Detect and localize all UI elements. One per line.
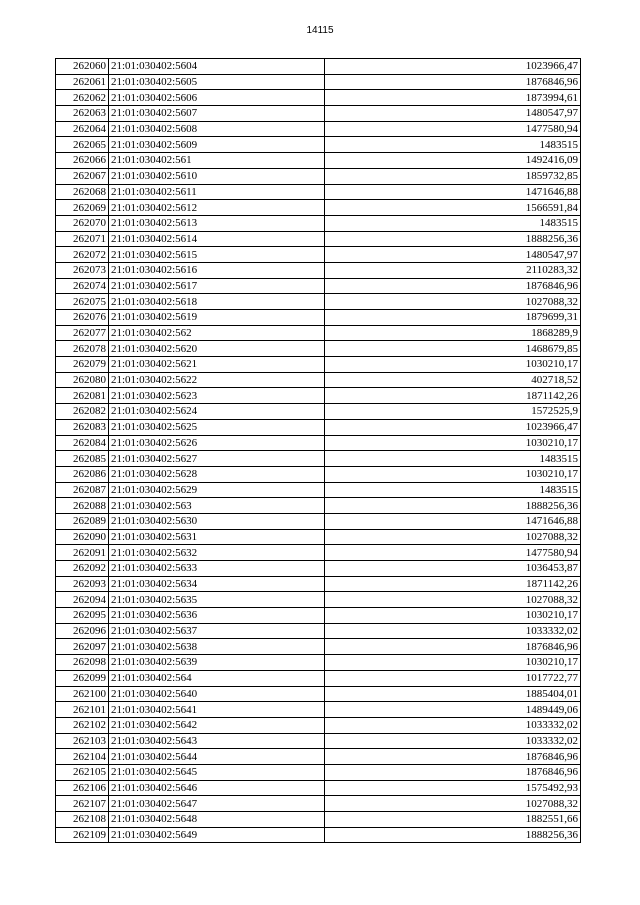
cadastral-value-cell: 1480547,97 <box>325 247 581 263</box>
row-number-cell: 262086 <box>56 466 109 482</box>
cadastral-value-cell: 1036453,87 <box>325 561 581 577</box>
row-number-cell: 262068 <box>56 184 109 200</box>
cadastral-value-cell: 1873994,61 <box>325 90 581 106</box>
table-row <box>56 702 581 718</box>
page-number: 14115 <box>306 25 334 36</box>
table-row <box>56 796 581 812</box>
cadastral-value-cell: 1030210,17 <box>325 435 581 451</box>
cadastral-value-cell: 1030210,17 <box>325 608 581 624</box>
cadastral-value-cell: 1871142,26 <box>325 576 581 592</box>
row-number-cell: 262103 <box>56 733 109 749</box>
row-number-cell: 262104 <box>56 749 109 765</box>
row-number-cell: 262062 <box>56 90 109 106</box>
table-row <box>56 686 581 702</box>
row-number-cell: 262094 <box>56 592 109 608</box>
table-row <box>56 592 581 608</box>
row-number-cell: 262106 <box>56 780 109 796</box>
row-number-cell: 262109 <box>56 827 109 843</box>
table-row <box>56 231 581 247</box>
cadastral-value-cell: 1023966,47 <box>325 59 581 75</box>
cadastral-number-cell: 21:01:030402:5640 <box>109 686 325 702</box>
table-row <box>56 513 581 529</box>
table-row <box>56 341 581 357</box>
row-number-cell: 262093 <box>56 576 109 592</box>
cadastral-value-cell: 1566591,84 <box>325 200 581 216</box>
row-number-cell: 262091 <box>56 545 109 561</box>
row-number-cell: 262107 <box>56 796 109 812</box>
table-row <box>56 294 581 310</box>
cadastral-number-cell: 21:01:030402:5626 <box>109 435 325 451</box>
table-row <box>56 278 581 294</box>
table-row <box>56 466 581 482</box>
row-number-cell: 262070 <box>56 215 109 231</box>
cadastral-value-cell: 1876846,96 <box>325 639 581 655</box>
cadastral-number-cell: 21:01:030402:5614 <box>109 231 325 247</box>
cadastral-value-cell: 1572525,9 <box>325 404 581 420</box>
row-number-cell: 262071 <box>56 231 109 247</box>
table-row <box>56 561 581 577</box>
table-row <box>56 764 581 780</box>
row-number-cell: 262064 <box>56 121 109 137</box>
table-row <box>56 325 581 341</box>
cadastral-number-cell: 21:01:030402:5639 <box>109 655 325 671</box>
cadastral-value-cell: 1033332,02 <box>325 623 581 639</box>
cadastral-number-cell: 21:01:030402:5604 <box>109 59 325 75</box>
cadastral-number-cell: 21:01:030402:5612 <box>109 200 325 216</box>
cadastral-value-cell: 1876846,96 <box>325 749 581 765</box>
row-number-cell: 262088 <box>56 498 109 514</box>
cadastral-number-cell: 21:01:030402:5623 <box>109 388 325 404</box>
cadastral-value-cell: 1033332,02 <box>325 733 581 749</box>
cadastral-number-cell: 21:01:030402:5607 <box>109 106 325 122</box>
table-row <box>56 545 581 561</box>
table-row <box>56 482 581 498</box>
cadastral-value-cell: 1030210,17 <box>325 466 581 482</box>
cadastral-number-cell: 21:01:030402:5634 <box>109 576 325 592</box>
table-row <box>56 59 581 75</box>
cadastral-number-cell: 21:01:030402:5638 <box>109 639 325 655</box>
cadastral-number-cell: 21:01:030402:5610 <box>109 168 325 184</box>
cadastral-number-cell: 21:01:030402:5641 <box>109 702 325 718</box>
cadastral-value-cell: 1888256,36 <box>325 231 581 247</box>
cadastral-number-cell: 21:01:030402:563 <box>109 498 325 514</box>
table-row <box>56 121 581 137</box>
cadastral-number-cell: 21:01:030402:5613 <box>109 215 325 231</box>
table-row <box>56 137 581 153</box>
row-number-cell: 262082 <box>56 404 109 420</box>
cadastral-number-cell: 21:01:030402:5609 <box>109 137 325 153</box>
table-row <box>56 435 581 451</box>
cadastral-number-cell: 21:01:030402:5631 <box>109 529 325 545</box>
table-row <box>56 106 581 122</box>
row-number-cell: 262065 <box>56 137 109 153</box>
cadastral-value-cell: 1477580,94 <box>325 545 581 561</box>
table-body <box>56 59 581 843</box>
cadastral-value-cell: 1027088,32 <box>325 529 581 545</box>
cadastral-number-cell: 21:01:030402:5647 <box>109 796 325 812</box>
table-row <box>56 639 581 655</box>
table-row <box>56 247 581 263</box>
cadastral-number-cell: 21:01:030402:5636 <box>109 608 325 624</box>
cadastral-value-cell: 1033332,02 <box>325 717 581 733</box>
cadastral-number-cell: 21:01:030402:5621 <box>109 357 325 373</box>
cadastral-number-cell: 21:01:030402:5649 <box>109 827 325 843</box>
cadastral-number-cell: 21:01:030402:5645 <box>109 764 325 780</box>
cadastral-number-cell: 21:01:030402:5606 <box>109 90 325 106</box>
cadastral-number-cell: 21:01:030402:5642 <box>109 717 325 733</box>
table-row <box>56 576 581 592</box>
row-number-cell: 262074 <box>56 278 109 294</box>
table-row <box>56 780 581 796</box>
cadastral-number-cell: 21:01:030402:5637 <box>109 623 325 639</box>
cadastral-number-cell: 21:01:030402:5620 <box>109 341 325 357</box>
cadastral-number-cell: 21:01:030402:5622 <box>109 372 325 388</box>
cadastral-value-cell: 1471646,88 <box>325 513 581 529</box>
cadastral-number-cell: 21:01:030402:5611 <box>109 184 325 200</box>
table-row <box>56 733 581 749</box>
table-row <box>56 827 581 843</box>
cadastral-number-cell: 21:01:030402:5629 <box>109 482 325 498</box>
cadastral-value-cell: 1483515 <box>325 215 581 231</box>
cadastral-value-cell: 1888256,36 <box>325 498 581 514</box>
table-row <box>56 310 581 326</box>
row-number-cell: 262108 <box>56 812 109 828</box>
cadastral-number-cell: 21:01:030402:5628 <box>109 466 325 482</box>
cadastral-value-cell: 1575492,93 <box>325 780 581 796</box>
cadastral-value-cell: 1027088,32 <box>325 796 581 812</box>
cadastral-number-cell: 21:01:030402:5618 <box>109 294 325 310</box>
cadastral-value-cell: 1023966,47 <box>325 419 581 435</box>
row-number-cell: 262083 <box>56 419 109 435</box>
table-row <box>56 372 581 388</box>
table-row <box>56 608 581 624</box>
cadastral-value-cell: 1489449,06 <box>325 702 581 718</box>
table-row <box>56 184 581 200</box>
table-row <box>56 812 581 828</box>
cadastral-value-cell: 1477580,94 <box>325 121 581 137</box>
cadastral-number-cell: 21:01:030402:5627 <box>109 451 325 467</box>
row-number-cell: 262076 <box>56 310 109 326</box>
cadastral-value-cell: 1030210,17 <box>325 655 581 671</box>
row-number-cell: 262092 <box>56 561 109 577</box>
table-row <box>56 215 581 231</box>
cadastral-value-cell: 1888256,36 <box>325 827 581 843</box>
table-row <box>56 388 581 404</box>
cadastral-number-cell: 21:01:030402:5632 <box>109 545 325 561</box>
row-number-cell: 262102 <box>56 717 109 733</box>
table-row <box>56 655 581 671</box>
table-row <box>56 529 581 545</box>
row-number-cell: 262066 <box>56 153 109 169</box>
table-row <box>56 498 581 514</box>
cadastral-value-cell: 1483515 <box>325 137 581 153</box>
row-number-cell: 262099 <box>56 670 109 686</box>
cadastral-value-cell: 1868289,9 <box>325 325 581 341</box>
row-number-cell: 262081 <box>56 388 109 404</box>
cadastral-value-cell: 1492416,09 <box>325 153 581 169</box>
table-row <box>56 90 581 106</box>
row-number-cell: 262061 <box>56 74 109 90</box>
table-row <box>56 749 581 765</box>
cadastral-value-cell: 1879699,31 <box>325 310 581 326</box>
cadastral-value-table <box>55 58 581 843</box>
table-row <box>56 262 581 278</box>
row-number-cell: 262097 <box>56 639 109 655</box>
row-number-cell: 262090 <box>56 529 109 545</box>
table-row <box>56 153 581 169</box>
cadastral-value-cell: 2110283,32 <box>325 262 581 278</box>
row-number-cell: 262080 <box>56 372 109 388</box>
cadastral-value-cell: 1027088,32 <box>325 294 581 310</box>
cadastral-number-cell: 21:01:030402:5608 <box>109 121 325 137</box>
cadastral-number-cell: 21:01:030402:5605 <box>109 74 325 90</box>
cadastral-value-cell: 1483515 <box>325 482 581 498</box>
row-number-cell: 262098 <box>56 655 109 671</box>
row-number-cell: 262078 <box>56 341 109 357</box>
row-number-cell: 262105 <box>56 764 109 780</box>
cadastral-number-cell: 21:01:030402:5615 <box>109 247 325 263</box>
row-number-cell: 262079 <box>56 357 109 373</box>
cadastral-number-cell: 21:01:030402:562 <box>109 325 325 341</box>
cadastral-number-cell: 21:01:030402:5643 <box>109 733 325 749</box>
cadastral-value-cell: 1471646,88 <box>325 184 581 200</box>
cadastral-value-cell: 1876846,96 <box>325 764 581 780</box>
cadastral-value-cell: 1468679,85 <box>325 341 581 357</box>
table-row <box>56 168 581 184</box>
cadastral-number-cell: 21:01:030402:5619 <box>109 310 325 326</box>
row-number-cell: 262101 <box>56 702 109 718</box>
cadastral-number-cell: 21:01:030402:5635 <box>109 592 325 608</box>
table-row <box>56 623 581 639</box>
cadastral-value-cell: 1876846,96 <box>325 74 581 90</box>
cadastral-value-cell: 1859732,85 <box>325 168 581 184</box>
table-row <box>56 357 581 373</box>
row-number-cell: 262073 <box>56 262 109 278</box>
row-number-cell: 262085 <box>56 451 109 467</box>
cadastral-value-cell: 1885404,01 <box>325 686 581 702</box>
table-row <box>56 451 581 467</box>
row-number-cell: 262100 <box>56 686 109 702</box>
cadastral-value-cell: 1027088,32 <box>325 592 581 608</box>
row-number-cell: 262075 <box>56 294 109 310</box>
cadastral-value-cell: 1030210,17 <box>325 357 581 373</box>
cadastral-value-cell: 1480547,97 <box>325 106 581 122</box>
row-number-cell: 262096 <box>56 623 109 639</box>
row-number-cell: 262084 <box>56 435 109 451</box>
row-number-cell: 262072 <box>56 247 109 263</box>
cadastral-number-cell: 21:01:030402:561 <box>109 153 325 169</box>
row-number-cell: 262095 <box>56 608 109 624</box>
cadastral-value-cell: 402718,52 <box>325 372 581 388</box>
row-number-cell: 262069 <box>56 200 109 216</box>
cadastral-number-cell: 21:01:030402:5617 <box>109 278 325 294</box>
cadastral-number-cell: 21:01:030402:5646 <box>109 780 325 796</box>
row-number-cell: 262077 <box>56 325 109 341</box>
cadastral-value-cell: 1017722,77 <box>325 670 581 686</box>
cadastral-value-cell: 1882551,66 <box>325 812 581 828</box>
row-number-cell: 262063 <box>56 106 109 122</box>
cadastral-number-cell: 21:01:030402:5644 <box>109 749 325 765</box>
cadastral-number-cell: 21:01:030402:5630 <box>109 513 325 529</box>
cadastral-value-cell: 1483515 <box>325 451 581 467</box>
table-row <box>56 419 581 435</box>
cadastral-number-cell: 21:01:030402:5648 <box>109 812 325 828</box>
table-row <box>56 717 581 733</box>
table-row <box>56 670 581 686</box>
row-number-cell: 262060 <box>56 59 109 75</box>
table-row <box>56 404 581 420</box>
cadastral-number-cell: 21:01:030402:5624 <box>109 404 325 420</box>
row-number-cell: 262067 <box>56 168 109 184</box>
cadastral-value-cell: 1871142,26 <box>325 388 581 404</box>
cadastral-value-cell: 1876846,96 <box>325 278 581 294</box>
table-row <box>56 200 581 216</box>
table-row <box>56 74 581 90</box>
row-number-cell: 262087 <box>56 482 109 498</box>
row-number-cell: 262089 <box>56 513 109 529</box>
cadastral-number-cell: 21:01:030402:5625 <box>109 419 325 435</box>
cadastral-number-cell: 21:01:030402:564 <box>109 670 325 686</box>
cadastral-number-cell: 21:01:030402:5616 <box>109 262 325 278</box>
cadastral-number-cell: 21:01:030402:5633 <box>109 561 325 577</box>
